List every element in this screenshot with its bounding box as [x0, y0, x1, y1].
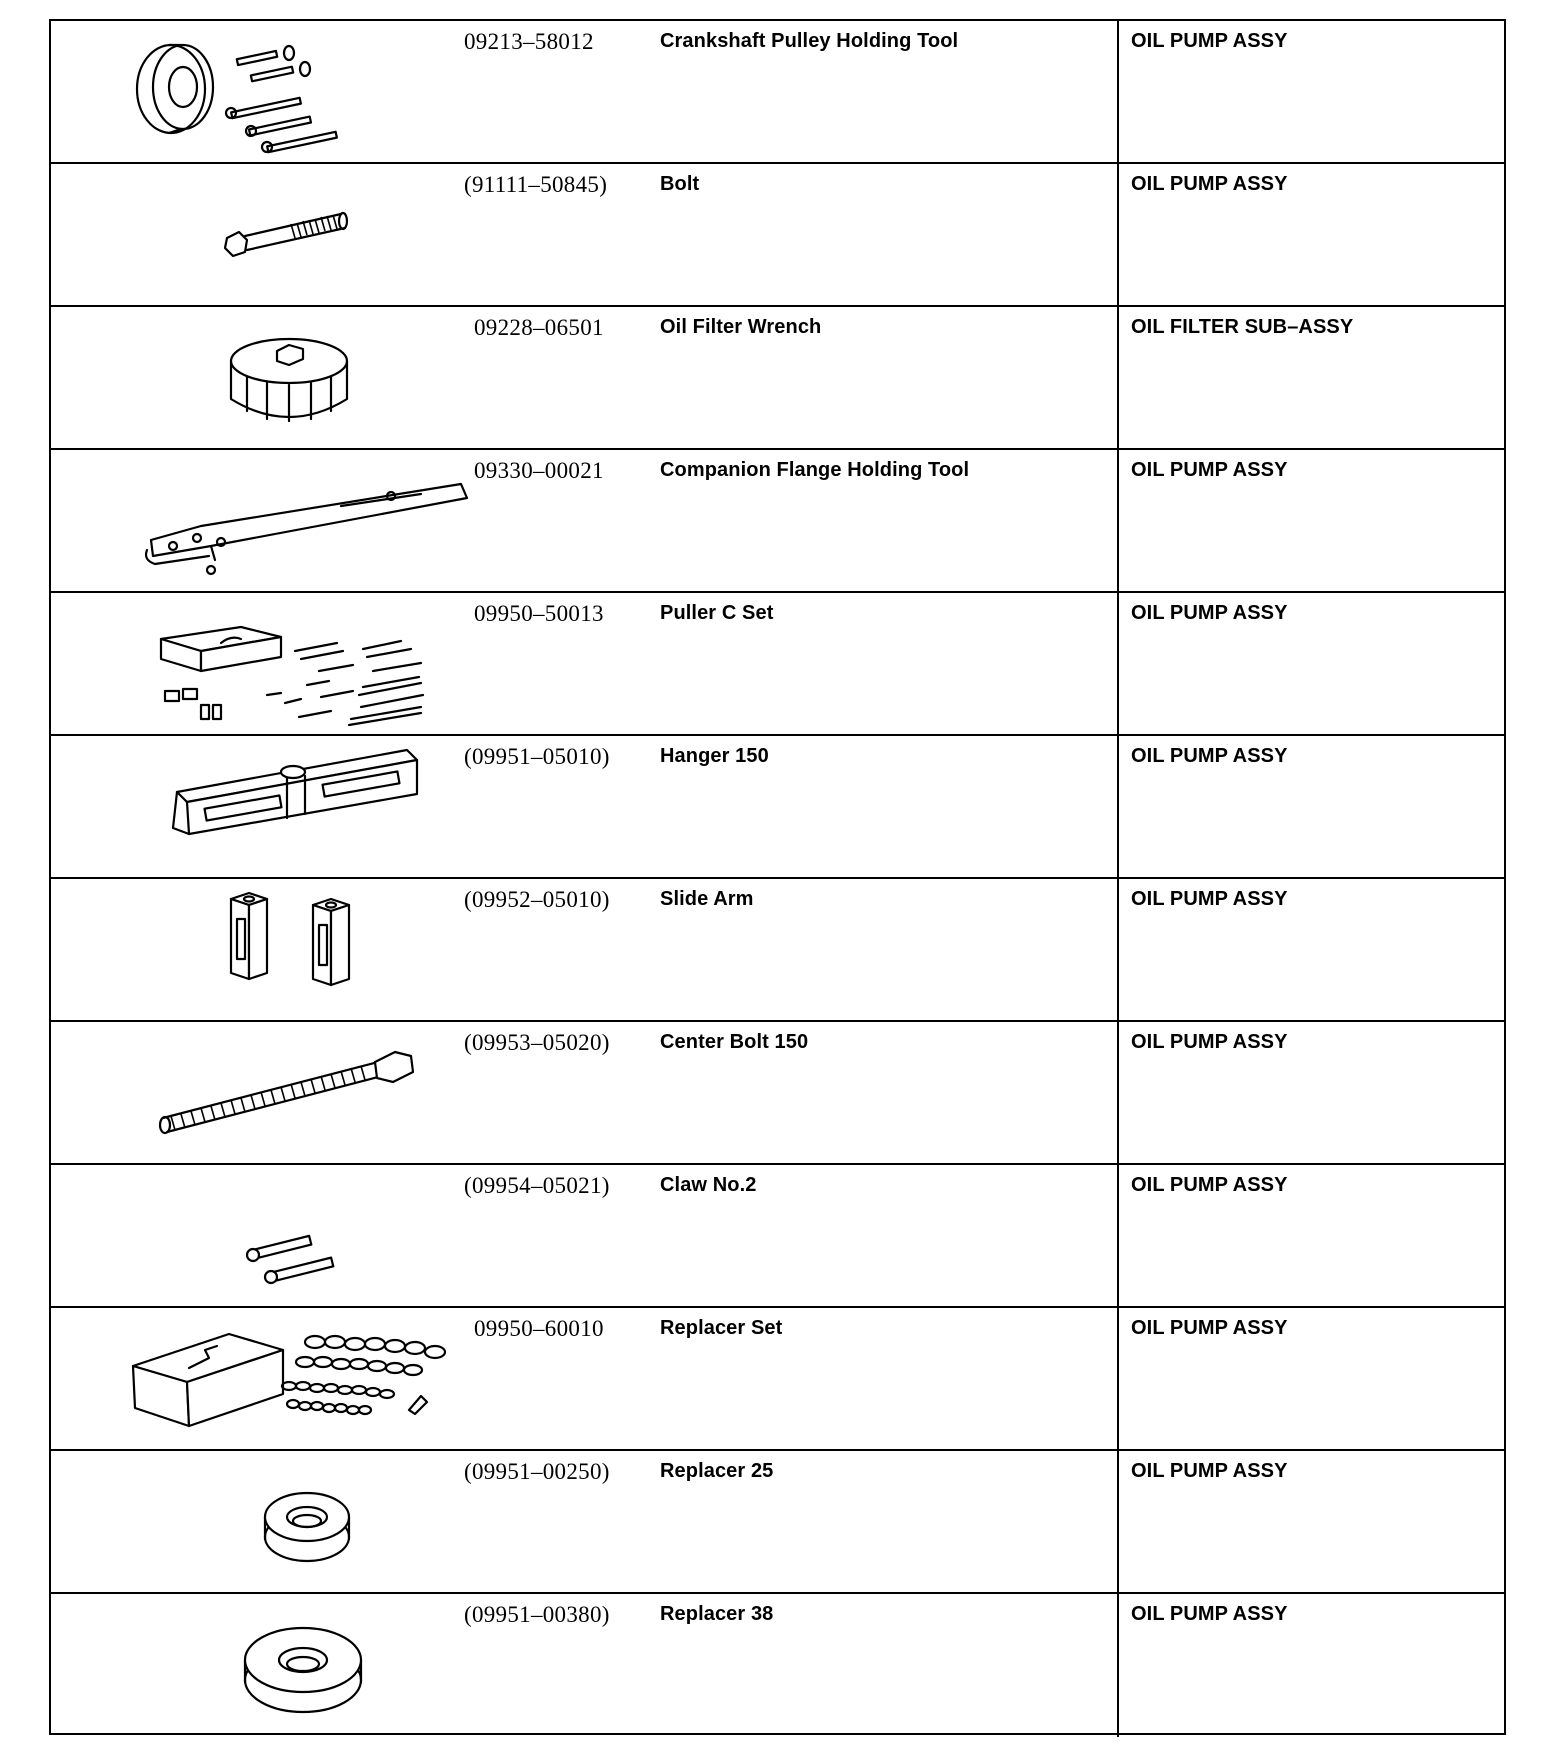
applicable-section: OIL PUMP ASSY	[1131, 1174, 1288, 1196]
applicable-section: OIL PUMP ASSY	[1131, 745, 1288, 767]
tool-name: Replacer 38	[660, 1603, 774, 1625]
part-number: (09951–00250)	[464, 1459, 610, 1484]
hanger-illustration	[91, 742, 471, 872]
part-number: (09951–05010)	[464, 744, 610, 769]
table-row	[51, 1022, 1504, 1165]
part-number: 09330–00021	[474, 458, 604, 483]
tool-name: Companion Flange Holding Tool	[660, 459, 970, 481]
applicable-section: OIL PUMP ASSY	[1131, 888, 1288, 910]
table-row	[51, 1308, 1504, 1451]
column-divider	[1117, 21, 1119, 162]
replacer-25-illustration	[91, 1457, 471, 1587]
part-number: (09953–05020)	[464, 1030, 610, 1055]
part-number: 09950–50013	[474, 601, 604, 626]
tool-name: Slide Arm	[660, 888, 754, 910]
column-divider	[1117, 736, 1119, 877]
table-row	[51, 1451, 1504, 1594]
part-number: (09954–05021)	[464, 1173, 610, 1198]
applicable-section: OIL PUMP ASSY	[1131, 1317, 1288, 1339]
table-row	[51, 593, 1504, 736]
applicable-section: OIL PUMP ASSY	[1131, 1031, 1288, 1053]
part-number: (09952–05010)	[464, 887, 610, 912]
applicable-section: OIL PUMP ASSY	[1131, 602, 1288, 624]
applicable-section: OIL FILTER SUB–ASSY	[1131, 316, 1354, 338]
tool-name: Oil Filter Wrench	[660, 316, 822, 338]
column-divider	[1117, 1594, 1119, 1737]
part-number: (09951–00380)	[464, 1602, 610, 1627]
table-row	[51, 1594, 1504, 1737]
tool-name: Hanger 150	[660, 745, 769, 767]
replacer-38-illustration	[91, 1600, 471, 1730]
column-divider	[1117, 593, 1119, 734]
tool-name: Claw No.2	[660, 1174, 757, 1196]
table-row	[51, 736, 1504, 879]
special-service-tools-table	[49, 19, 1506, 1735]
puller-set-illustration	[91, 599, 471, 729]
applicable-section: OIL PUMP ASSY	[1131, 459, 1288, 481]
table-row	[51, 1165, 1504, 1308]
table-row	[51, 21, 1504, 164]
part-number: 09213–58012	[464, 29, 594, 54]
table-row	[51, 164, 1504, 307]
applicable-section: OIL PUMP ASSY	[1131, 173, 1288, 195]
column-divider	[1117, 879, 1119, 1020]
tool-name: Replacer 25	[660, 1460, 774, 1482]
claw-illustration	[91, 1171, 471, 1301]
pulley-holding-tool-illustration	[91, 27, 471, 157]
table-row	[51, 307, 1504, 450]
table-row	[51, 879, 1504, 1022]
applicable-section: OIL PUMP ASSY	[1131, 1603, 1288, 1625]
tool-name: Puller C Set	[660, 602, 774, 624]
replacer-set-illustration	[91, 1314, 471, 1444]
column-divider	[1117, 164, 1119, 305]
column-divider	[1117, 1308, 1119, 1449]
tool-name: Bolt	[660, 173, 700, 195]
table-row	[51, 450, 1504, 593]
oil-filter-wrench-illustration	[91, 313, 471, 443]
column-divider	[1117, 307, 1119, 448]
tool-name: Center Bolt 150	[660, 1031, 809, 1053]
tool-name: Replacer Set	[660, 1317, 783, 1339]
part-number: 09950–60010	[474, 1316, 604, 1341]
bolt-illustration	[91, 170, 471, 300]
column-divider	[1117, 450, 1119, 591]
part-number: 09228–06501	[474, 315, 604, 340]
center-bolt-illustration	[91, 1028, 471, 1158]
column-divider	[1117, 1165, 1119, 1306]
part-number: (91111–50845)	[464, 172, 608, 197]
column-divider	[1117, 1451, 1119, 1592]
applicable-section: OIL PUMP ASSY	[1131, 1460, 1288, 1482]
tool-name: Crankshaft Pulley Holding Tool	[660, 30, 959, 52]
flange-holding-tool-illustration	[91, 456, 471, 586]
applicable-section: OIL PUMP ASSY	[1131, 30, 1288, 52]
slide-arm-illustration	[91, 885, 471, 1015]
column-divider	[1117, 1022, 1119, 1163]
